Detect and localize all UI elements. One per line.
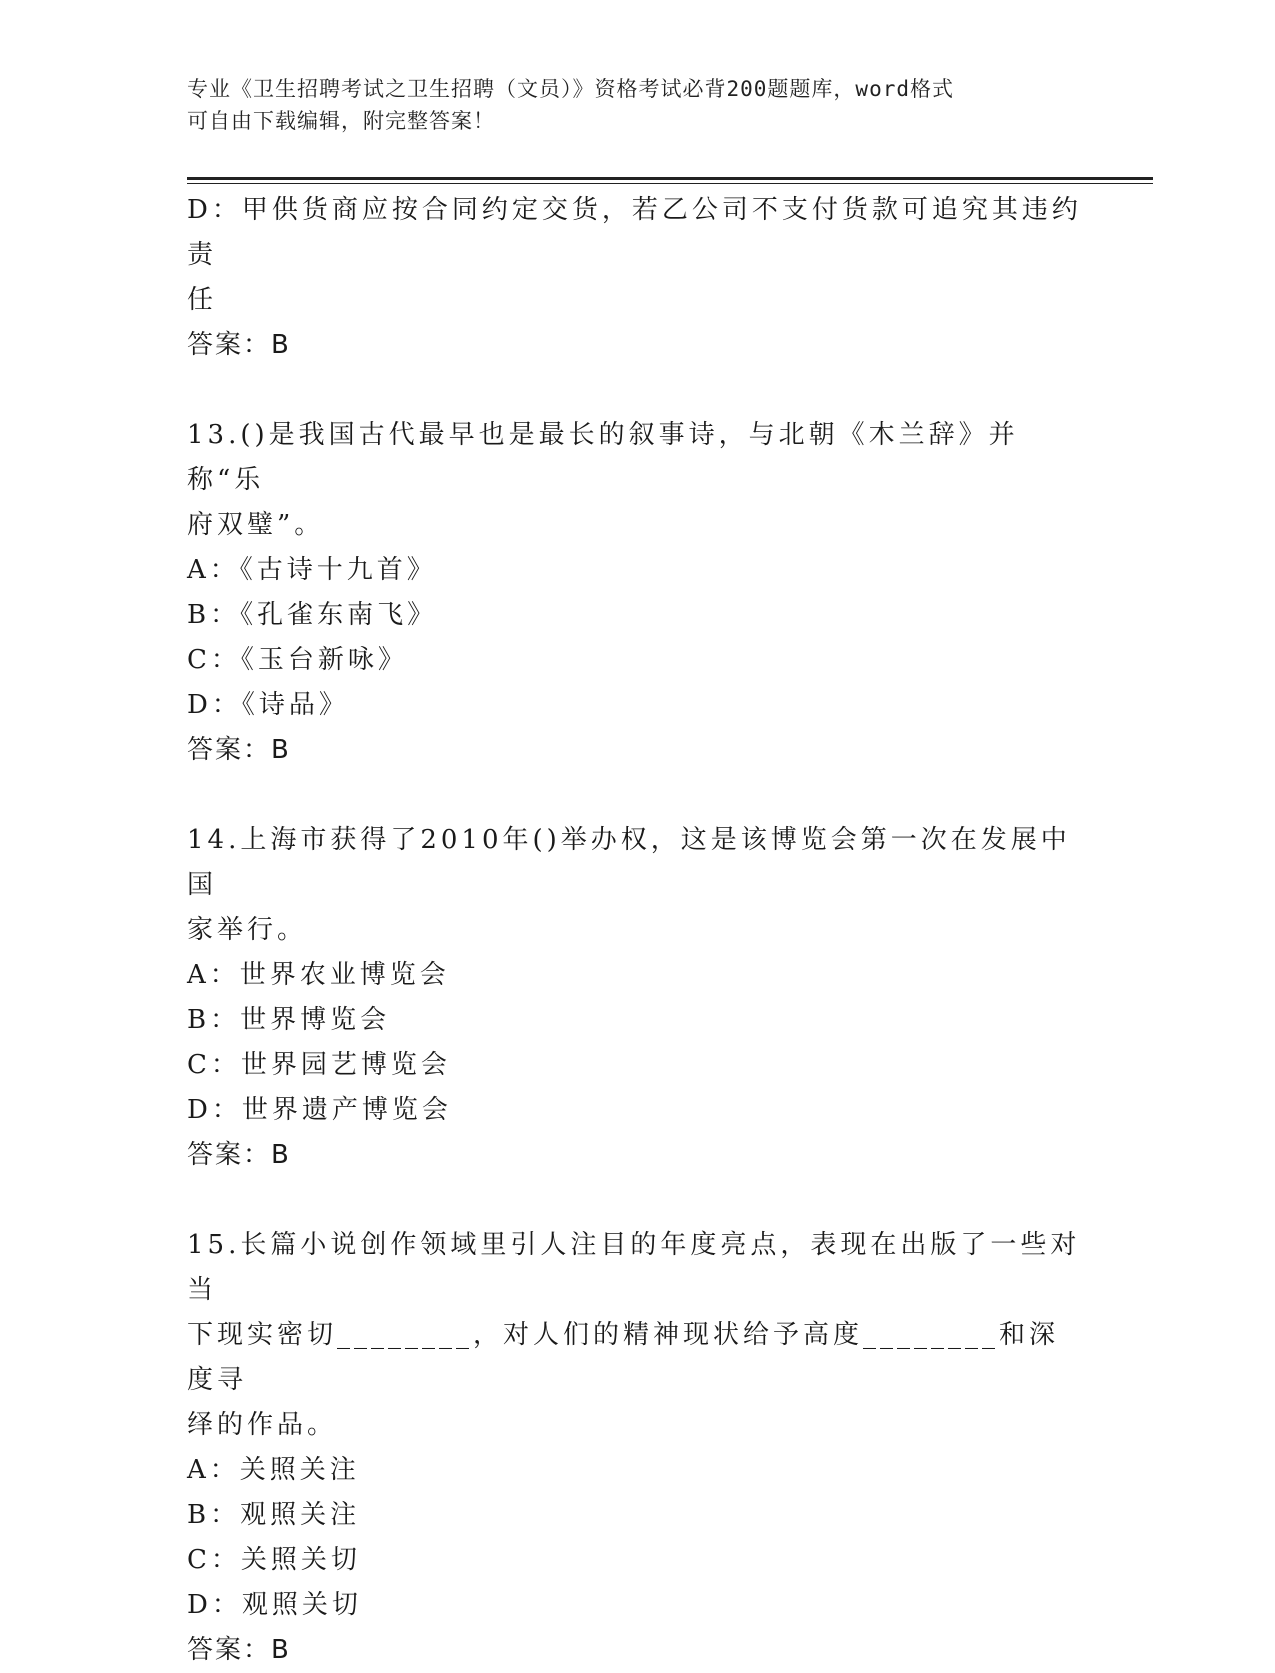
header-line-2: 可自由下载编辑，附完整答案！ (187, 109, 495, 133)
option-b: B：观照关注 (187, 1500, 361, 1530)
option-d: D：《诗品》 (187, 690, 349, 720)
option-d: D：世界遗产博览会 (187, 1095, 452, 1125)
option-c: C：关照关切 (187, 1545, 361, 1575)
question-stem-continued: 绎的作品。 (187, 1410, 338, 1440)
header-line-1: 专业《卫生招聘考试之卫生招聘（文员）》资格考试必背200题题库，word格式 (187, 77, 954, 101)
option-d-continued: 任 (187, 285, 218, 315)
option-c: C：世界园艺博览会 (187, 1050, 451, 1080)
question-stem-continued: 家举行。 (187, 915, 308, 945)
option-a: A：关照关注 (187, 1455, 360, 1485)
option-b: B：《孔雀东南飞》 (187, 600, 438, 630)
spacer (187, 773, 1087, 818)
option-a: A：《古诗十九首》 (187, 555, 437, 585)
option-c: C：《玉台新咏》 (187, 645, 408, 675)
answer: 答案：B (187, 330, 291, 360)
answer: 答案：B (187, 735, 291, 765)
question-stem-continued: 府双璧”。 (187, 510, 325, 540)
spacer (187, 368, 1087, 413)
option-d: D：观照关切 (187, 1590, 362, 1620)
option-b: B：世界博览会 (187, 1005, 391, 1035)
answer: 答案：B (187, 1140, 291, 1170)
option-d: D：甲供货商应按合同约定交货，若乙公司不支付货款可追究其违约责 (187, 195, 1082, 270)
question-12-continued (187, 188, 1087, 368)
question-stem: 15.长篇小说创作领域里引人注目的年度亮点，表现在出版了一些对当 (187, 1230, 1081, 1305)
question-stem: 14.上海市获得了2010年()举办权，这是该博览会第一次在发展中国 (187, 825, 1071, 900)
question-15 (187, 1223, 1087, 1673)
header-divider-thin (187, 183, 1153, 184)
question-13 (187, 413, 1087, 773)
header-divider-thick (187, 177, 1153, 180)
question-list (187, 188, 1087, 1673)
document-header (187, 73, 1067, 137)
spacer (187, 1178, 1087, 1223)
option-a: A：世界农业博览会 (187, 960, 450, 990)
question-stem: 13.()是我国古代最早也是最长的叙事诗，与北朝《木兰辞》并称“乐 (187, 420, 1019, 495)
question-14 (187, 818, 1087, 1178)
question-stem-continued: 下现实密切________，对人们的精神现状给予高度________和深度寻 (187, 1320, 1060, 1395)
answer: 答案：B (187, 1635, 291, 1665)
